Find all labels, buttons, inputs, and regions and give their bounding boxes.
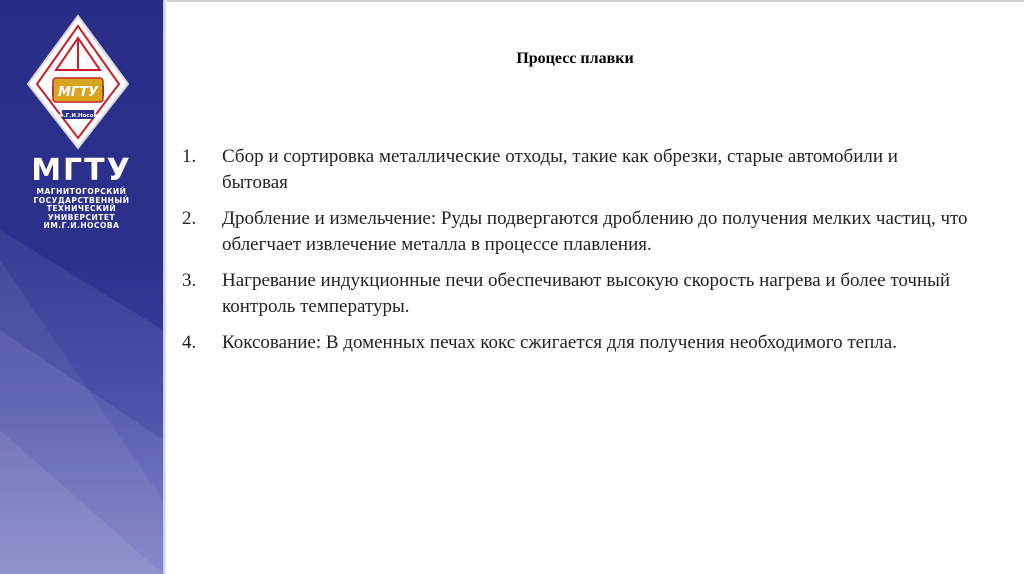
- process-steps-list: [178, 144, 968, 366]
- list-item: [178, 206, 968, 258]
- step-text: Сбор и сортировка металлические отходы, такие как обрезки, старые автомобили и бытовая: [222, 146, 898, 193]
- brand-name: МГТУ: [31, 153, 132, 188]
- list-item: [178, 268, 968, 320]
- step-number: 2.: [182, 208, 197, 229]
- slide-title: Процесс плавки: [516, 50, 634, 67]
- list-item: [178, 330, 968, 356]
- logo-letters: МГТУ: [57, 85, 99, 100]
- step-text: Коксование: В доменных печах кокс сжигается для получения необходимого тепла.: [222, 332, 897, 353]
- step-text: Дробление и измельчение: Руды подвергаются дроблению до получения мелких частиц, что облегчает извлечение металла в процессе плавления.: [222, 208, 968, 255]
- step-number: 3.: [182, 270, 197, 291]
- sidebar-edge: [163, 0, 167, 574]
- step-number: 4.: [182, 332, 197, 353]
- university-line: ГОСУДАРСТВЕННЫЙ: [33, 195, 130, 205]
- university-line: УНИВЕРСИТЕТ: [47, 212, 116, 222]
- university-name: [10, 188, 153, 231]
- step-number: 1.: [182, 146, 197, 167]
- sidebar-panel: [0, 0, 163, 574]
- university-line: ИМ.Г.И.НОСОВА: [43, 221, 120, 231]
- list-item: [178, 144, 968, 196]
- logo-banner: им.Г.И.Носова: [55, 113, 101, 119]
- step-text: Нагревание индукционные печи обеспечивают высокую скорость нагрева и более точный контроль температуры.: [222, 270, 951, 317]
- university-logo: [24, 14, 132, 150]
- university-line: МАГНИТОГОРСКИЙ: [36, 187, 127, 196]
- university-line: ТЕХНИЧЕСКИЙ: [46, 204, 117, 214]
